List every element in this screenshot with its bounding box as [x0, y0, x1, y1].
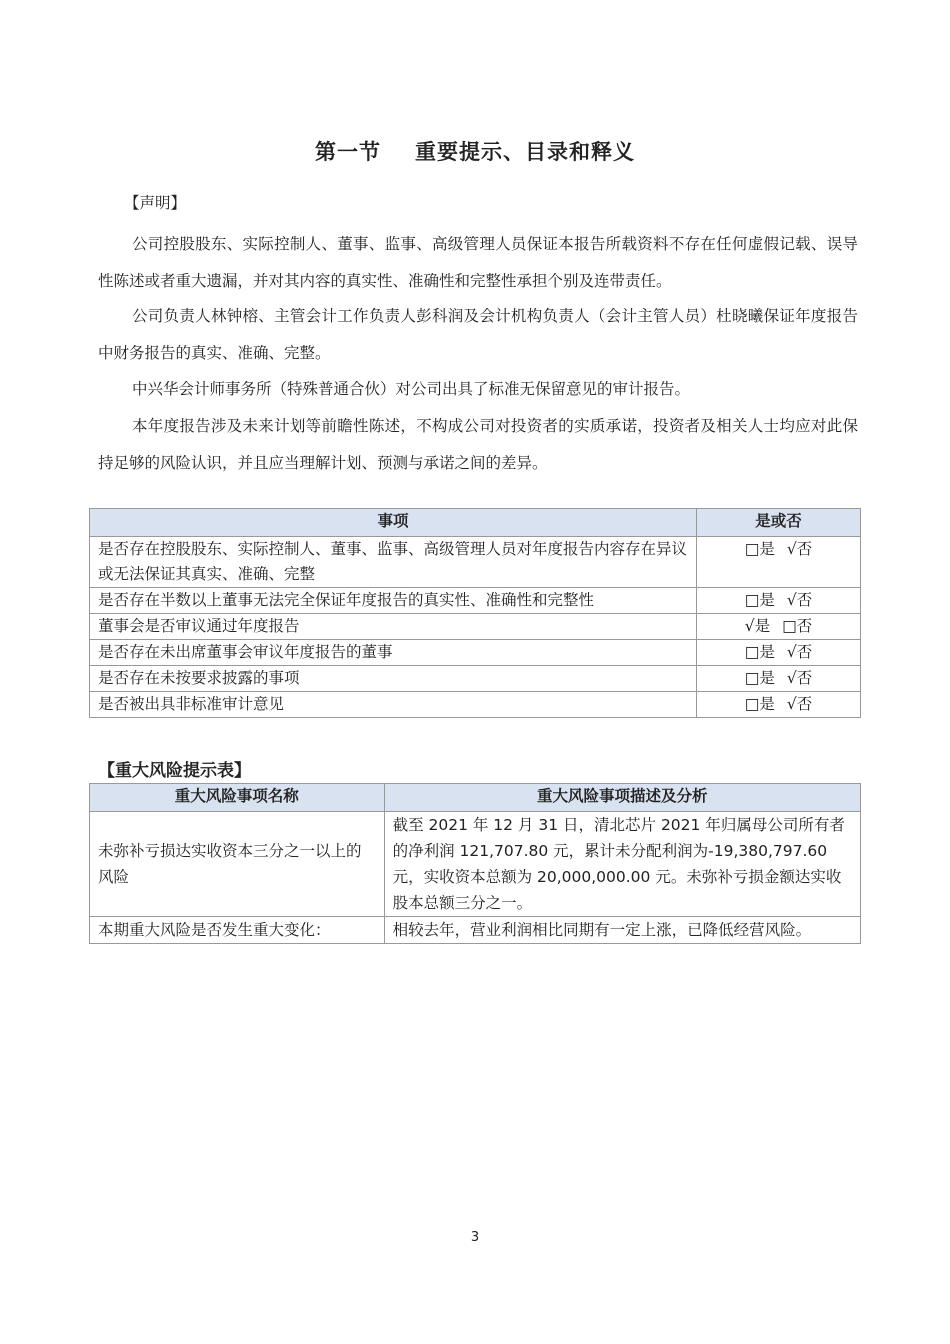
row-item: 是否存在控股股东、实际控制人、董事、监事、高级管理人员对年度报告内容存在异议或无法保证其真实、准确、完整 [90, 537, 697, 588]
checkbox-yes: √是 [744, 617, 771, 635]
checkbox-yes: □是 [744, 591, 775, 609]
table-row [90, 640, 861, 666]
checkbox-yes: □是 [744, 540, 775, 558]
row-answer [697, 640, 861, 666]
row-answer [697, 614, 861, 640]
row-answer [697, 692, 861, 718]
table-row [90, 666, 861, 692]
statement-label: 【声明】 [124, 194, 187, 212]
row-item: 是否存在未出席董事会审议年度报告的董事 [90, 640, 697, 666]
checkbox-yes: □是 [744, 669, 775, 687]
row-item: 是否存在半数以上董事无法完全保证年度报告的真实性、准确性和完整性 [90, 588, 697, 614]
header-risk-desc: 重大风险事项描述及分析 [384, 784, 860, 812]
row-item: 董事会是否审议通过年度报告 [90, 614, 697, 640]
checkbox-no: √否 [786, 695, 813, 713]
row-item: 是否存在未按要求披露的事项 [90, 666, 697, 692]
table-row [90, 917, 861, 944]
header-item: 事项 [90, 509, 697, 537]
risk-name: 未弥补亏损达实收资本三分之一以上的风险 [90, 812, 385, 917]
page-number: 3 [470, 1230, 480, 1245]
checkbox-yes: □是 [744, 643, 775, 661]
checkbox-no: □否 [782, 617, 813, 635]
table-row [90, 614, 861, 640]
checkbox-no: √否 [786, 669, 813, 687]
paragraph-auditor: 中兴华会计师事务所（特殊普通合伙）对公司出具了标准无保留意见的审计报告。 [132, 380, 691, 398]
header-risk-name: 重大风险事项名称 [90, 784, 385, 812]
table-row [90, 537, 861, 588]
header-yes-no: 是或否 [697, 509, 861, 537]
paragraph-responsible-persons: 公司负责人林钟榕、主管会计工作负责人彭科润及会计机构负责人（会计主管人员）杜晓曦保证年度报告中财务报告的真实、准确、完整。 [98, 307, 858, 362]
section-number: 第一节 [315, 140, 381, 164]
checkbox-no: √否 [786, 643, 813, 661]
row-item: 是否被出具非标准审计意见 [90, 692, 697, 718]
risk-description: 相较去年，营业利润相比同期有一定上涨，已降低经营风险。 [384, 917, 860, 944]
row-answer [697, 588, 861, 614]
checkbox-yes: □是 [744, 695, 775, 713]
risk-name: 本期重大风险是否发生重大变化： [90, 917, 385, 944]
confirm-table [89, 508, 861, 718]
risk-table [89, 783, 861, 944]
checkbox-no: √否 [786, 540, 813, 558]
risk-description: 截至 2021 年 12 月 31 日，清北芯片 2021 年归属母公司所有者的净利润 121,707.80 元，累计未分配利润为-19,380,797.60 元，实收资本总额为 20,000,000.00 元。未弥补亏损金额达实收股本总额三分之一。 [384, 812, 860, 917]
row-answer [697, 537, 861, 588]
table-header-row [90, 509, 861, 537]
row-answer [697, 666, 861, 692]
paragraph-guarantee: 公司控股股东、实际控制人、董事、监事、高级管理人员保证本报告所载资料不存在任何虚假记载、误导性陈述或者重大遗漏，并对其内容的真实性、准确性和完整性承担个别及连带责任。 [98, 235, 858, 290]
checkbox-no: √否 [786, 591, 813, 609]
table-row [90, 812, 861, 917]
table-row [90, 588, 861, 614]
paragraph-forward-looking: 本年度报告涉及未来计划等前瞻性陈述，不构成公司对投资者的实质承诺，投资者及相关人士均应对此保持足够的风险认识，并且应当理解计划、预测与承诺之间的差异。 [98, 417, 858, 472]
table-header-row [90, 784, 861, 812]
risk-table-heading: 【重大风险提示表】 [98, 761, 251, 781]
section-title [0, 136, 950, 166]
section-name: 重要提示、目录和释义 [415, 140, 635, 164]
table-row [90, 692, 861, 718]
